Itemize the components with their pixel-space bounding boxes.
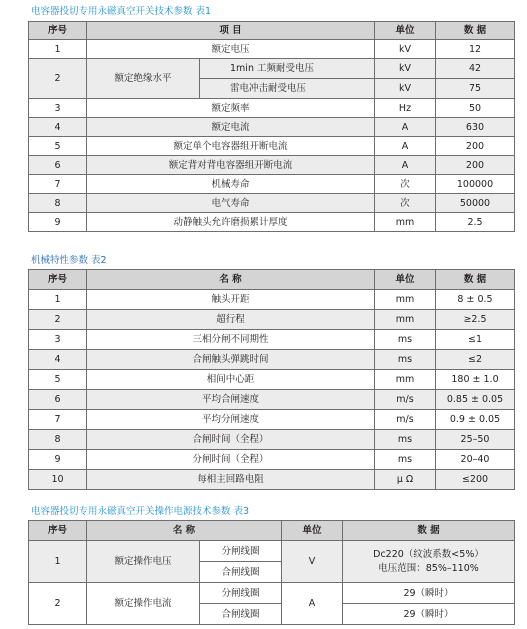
row-item: 平均分闸速度 [87,410,375,430]
row-item: 每相主回路电阻 [87,470,375,490]
header-name: 名 称 [87,521,282,541]
row-subitem: 1min 工频耐受电压 [200,59,375,79]
table-row [29,370,515,390]
row-item: 超行程 [87,310,375,330]
row-item: 额定背对背电容器组开断电流 [87,156,375,175]
row-group: 额定绝缘水平 [87,59,200,99]
row-value: 75 [436,79,515,99]
row-subitem: 合闸线圈 [200,562,282,583]
table-row [29,118,515,137]
row-item: 机械寿命 [87,175,375,194]
row-no: 4 [29,118,87,137]
header-unit: 单位 [282,521,343,541]
row-unit: ms [375,350,436,370]
row-no: 1 [29,40,87,59]
row-no: 4 [29,350,87,370]
table-row [29,175,515,194]
row-no: 8 [29,194,87,213]
row-item: 合闸时间（全程） [87,430,375,450]
value-line: Dc220（纹波系数<5%） [373,548,484,560]
row-unit: m/s [375,390,436,410]
table-row [29,350,515,370]
row-no: 6 [29,156,87,175]
table-row [29,541,515,562]
header-unit: 单位 [375,22,436,40]
row-unit: μ Ω [375,470,436,490]
row-item: 三相分闸不同期性 [87,330,375,350]
row-unit: kV [375,40,436,59]
row-value: ≥2.5 [436,310,515,330]
row-value: 0.85 ± 0.05 [436,390,515,410]
row-item: 额定单个电容器组开断电流 [87,137,375,156]
row-value: 8 ± 0.5 [436,290,515,310]
row-name: 额定操作电流 [87,583,200,625]
row-value: 12 [436,40,515,59]
row-unit: Hz [375,99,436,118]
table1-caption: 电容器投切专用永磁真空开关技术参数 表1 [31,6,212,17]
row-no: 5 [29,370,87,390]
row-no: 3 [29,99,87,118]
row-no: 9 [29,450,87,470]
table-row [29,213,515,232]
header-no: 序号 [29,270,87,290]
table-row [29,430,515,450]
table2-caption: 机械特性参数 表2 [31,255,107,266]
table-row [29,290,515,310]
table-row [29,410,515,430]
row-unit: kV [375,79,436,99]
table3 [28,520,515,625]
row-name: 额定操作电压 [87,541,200,583]
table-row [29,390,515,410]
row-value [343,541,515,583]
table-row [29,137,515,156]
row-item: 相间中心距 [87,370,375,390]
row-value: 200 [436,137,515,156]
row-value: ≤1 [436,330,515,350]
header-value: 数 据 [436,22,515,40]
table-row [29,310,515,330]
row-no: 1 [29,541,87,583]
table3-header-row [29,521,515,541]
row-value: 29（瞬时） [343,583,515,604]
row-item: 电气寿命 [87,194,375,213]
row-value: 20–40 [436,450,515,470]
row-value: ≤2 [436,350,515,370]
table1-header-row [29,22,515,40]
row-no: 9 [29,213,87,232]
row-subitem: 合闸线圈 [200,604,282,625]
row-subitem: 分闸线圈 [200,583,282,604]
table-row [29,450,515,470]
row-value: 42 [436,59,515,79]
row-value: 25–50 [436,430,515,450]
row-value: 200 [436,156,515,175]
row-unit: A [375,118,436,137]
table2 [28,269,515,490]
row-item: 触头开距 [87,290,375,310]
row-value: 50 [436,99,515,118]
row-unit: mm [375,310,436,330]
row-value: 100000 [436,175,515,194]
header-no: 序号 [29,22,87,40]
row-value: ≤200 [436,470,515,490]
header-name: 名 称 [87,270,375,290]
row-item: 额定电压 [87,40,375,59]
row-no: 7 [29,175,87,194]
table1 [28,21,515,232]
row-unit: kV [375,59,436,79]
row-unit: mm [375,290,436,310]
row-unit: V [282,541,343,583]
header-value: 数 据 [436,270,515,290]
row-unit: A [375,156,436,175]
table-row [29,59,515,79]
header-unit: 单位 [375,270,436,290]
row-no: 10 [29,470,87,490]
row-no: 7 [29,410,87,430]
table-row [29,99,515,118]
table2-header-row [29,270,515,290]
table-row [29,194,515,213]
value-line: 电压范围：85%–110% [378,562,479,574]
row-unit: mm [375,370,436,390]
row-subitem: 分闸线圈 [200,541,282,562]
row-item: 分闸时间（全程） [87,450,375,470]
row-value: 180 ± 1.0 [436,370,515,390]
row-no: 8 [29,430,87,450]
row-item: 动静触头允许磨损累计厚度 [87,213,375,232]
row-unit: mm [375,213,436,232]
row-no: 3 [29,330,87,350]
row-no: 2 [29,59,87,99]
row-value: 0.9 ± 0.05 [436,410,515,430]
row-no: 2 [29,583,87,625]
row-unit: ms [375,330,436,350]
row-item: 额定电流 [87,118,375,137]
row-value: 29（瞬时） [343,604,515,625]
header-item: 项 目 [87,22,375,40]
table-row [29,470,515,490]
row-unit: m/s [375,410,436,430]
row-value: 2.5 [436,213,515,232]
row-no: 2 [29,310,87,330]
row-value: 50000 [436,194,515,213]
row-unit: A [375,137,436,156]
row-unit: 次 [375,194,436,213]
row-no: 1 [29,290,87,310]
header-no: 序号 [29,521,87,541]
row-unit: 次 [375,175,436,194]
table-row [29,40,515,59]
row-item: 合闸触头弹跳时间 [87,350,375,370]
table3-caption: 电容器投切专用永磁真空开关操作电源技术参数 表3 [31,506,250,517]
row-no: 5 [29,137,87,156]
table-row [29,330,515,350]
row-unit: A [282,583,343,625]
row-item: 平均合闸速度 [87,390,375,410]
row-no: 6 [29,390,87,410]
table-row [29,583,515,604]
row-subitem: 雷电冲击耐受电压 [200,79,375,99]
header-value: 数 据 [343,521,515,541]
table-row [29,156,515,175]
row-item: 额定频率 [87,99,375,118]
row-unit: ms [375,450,436,470]
row-value: 630 [436,118,515,137]
row-unit: ms [375,430,436,450]
